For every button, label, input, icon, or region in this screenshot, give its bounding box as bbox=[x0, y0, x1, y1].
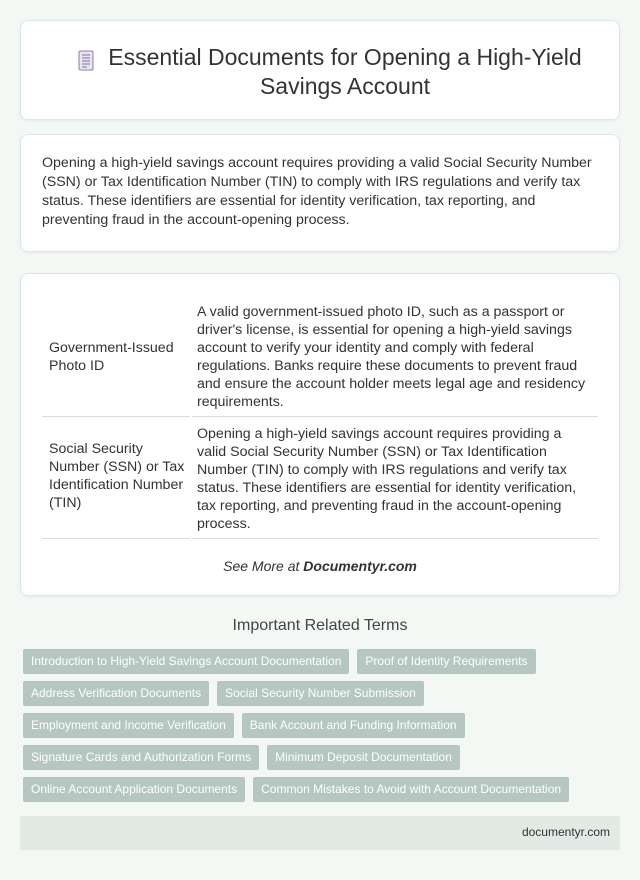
description-cell: Opening a high-yield savings account requires providing a valid Social Security Number (SSN) or Tax Identification Number (TIN) to comply with IRS regulations and verify tax status. These identifiers are essential for identity verification, tax reporting, and preventing fraud in the account-opening process. bbox=[197, 426, 577, 532]
documents-table-card bbox=[20, 273, 620, 596]
related-term-tag[interactable]: Social Security Number Submission bbox=[217, 681, 424, 706]
see-more-site[interactable]: Documentyr.com bbox=[303, 558, 417, 574]
tag-row bbox=[23, 745, 460, 770]
related-term-tag[interactable]: Online Account Application Documents bbox=[23, 777, 245, 802]
related-terms-heading: Important Related Terms bbox=[232, 617, 408, 634]
term-cell: Government-Issued Photo ID bbox=[49, 340, 174, 374]
column-divider bbox=[190, 302, 192, 417]
related-term-tag[interactable]: Employment and Income Verification bbox=[23, 713, 234, 738]
term-cell: Social Security Number (SSN) or Tax Identification Number (TIN) bbox=[49, 441, 185, 511]
footer-site-link[interactable]: documentyr.com bbox=[521, 825, 610, 839]
footer bbox=[20, 816, 620, 850]
related-term-tag[interactable]: Bank Account and Funding Information bbox=[242, 713, 465, 738]
column-divider bbox=[190, 417, 192, 539]
intro-paragraph: Opening a high-yield savings account requires providing a valid Social Security Number (SSN) or Tax Identification Number (TIN) to comply with IRS regulations and verify tax status. These identifiers are essential for identity verification, tax reporting, and preventing fraud in the account-opening process. bbox=[42, 155, 592, 228]
intro-card bbox=[20, 134, 620, 252]
see-more-link[interactable] bbox=[21, 558, 619, 574]
page-title: Essential Documents for Opening a High-Yield Savings Account bbox=[108, 44, 582, 99]
description-cell: A valid government-issued photo ID, such as a passport or driver's license, is essential for opening a high-yield savings account to verify your identity and comply with federal regulations. Banks require these documents to prevent fraud and ensure the account holder meets legal age and residency requirements. bbox=[197, 304, 586, 410]
related-term-tag[interactable]: Minimum Deposit Documentation bbox=[267, 745, 460, 770]
related-term-tag[interactable]: Signature Cards and Authorization Forms bbox=[23, 745, 259, 770]
see-more-prefix: See More at bbox=[223, 558, 300, 574]
related-term-tag[interactable]: Introduction to High-Yield Savings Account Documentation bbox=[23, 649, 349, 674]
related-term-tag[interactable]: Proof of Identity Requirements bbox=[357, 649, 535, 674]
related-term-tag[interactable]: Common Mistakes to Avoid with Account Documentation bbox=[253, 777, 569, 802]
table-row bbox=[42, 302, 598, 417]
tag-row bbox=[23, 649, 536, 674]
tag-row bbox=[23, 681, 424, 706]
tag-row bbox=[23, 777, 569, 802]
related-term-tag[interactable]: Address Verification Documents bbox=[23, 681, 209, 706]
title-card bbox=[20, 20, 620, 120]
tag-row bbox=[23, 713, 465, 738]
table-row bbox=[42, 417, 598, 539]
